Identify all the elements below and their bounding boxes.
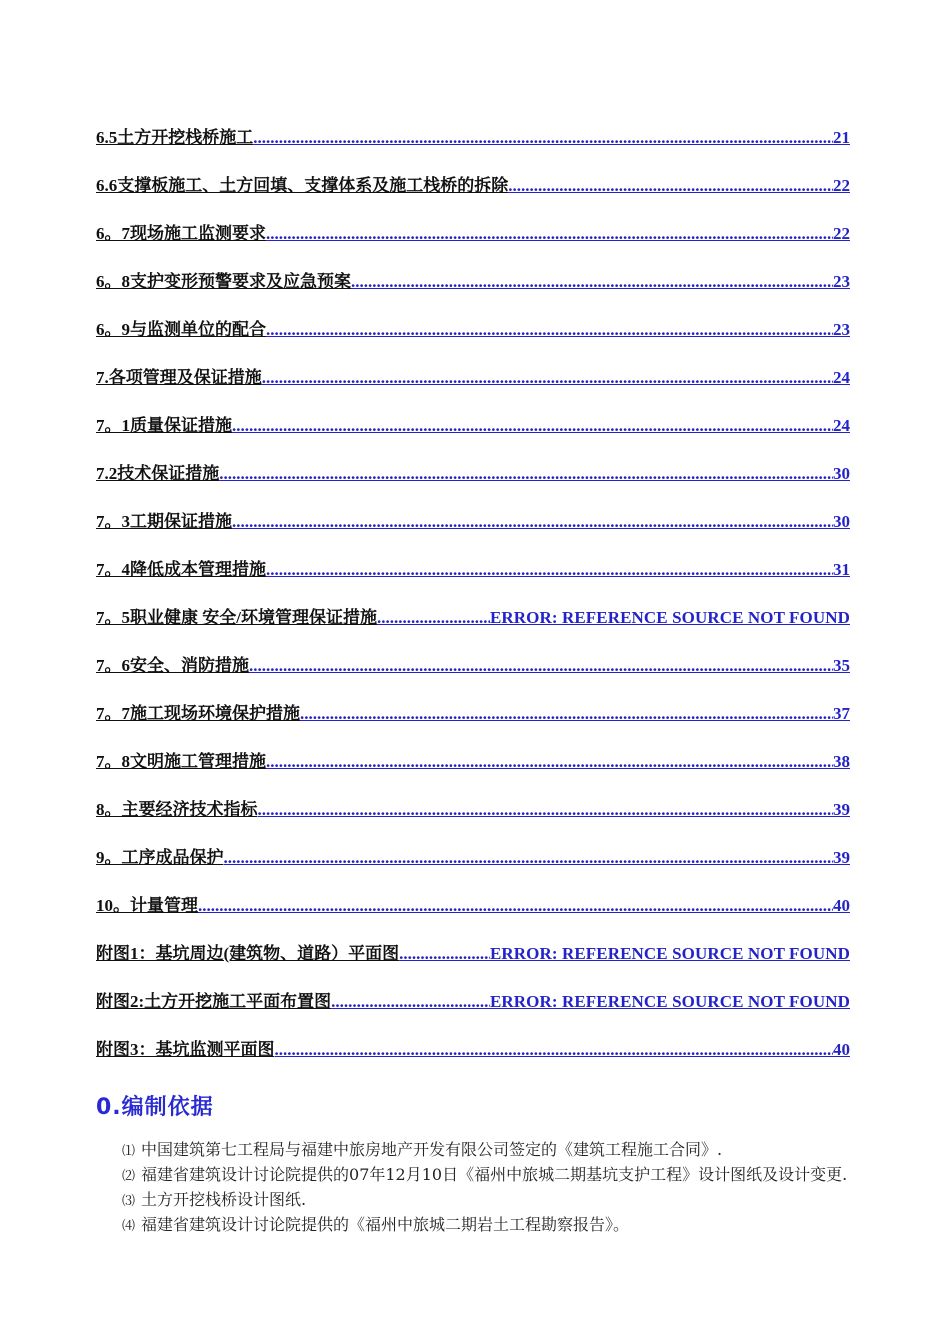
toc-page-number[interactable]: 31 — [833, 560, 850, 579]
toc-entry-title: 附图3：基坑监测平面图 — [96, 1040, 275, 1059]
toc-page-number[interactable]: 30 — [833, 464, 850, 483]
toc-entry[interactable] — [96, 508, 850, 556]
toc-entry-title: 7.2技术保证措施 — [96, 464, 220, 483]
toc-entry[interactable] — [96, 556, 850, 604]
toc-dot-leader — [262, 364, 833, 392]
basis-item — [96, 1138, 854, 1163]
toc-entry-title: 7。8文明施工管理措施 — [96, 752, 266, 771]
toc-entry-title: 6。7现场施工监测要求 — [96, 224, 266, 243]
toc-page-number[interactable]: 40 — [833, 896, 850, 915]
toc-entry-title: 7。7施工现场环境保护措施 — [96, 704, 300, 723]
toc-dot-leader — [266, 316, 833, 344]
toc-page-number[interactable]: 37 — [833, 704, 850, 723]
toc-dot-leader — [331, 988, 490, 1016]
toc-page-number[interactable]: 39 — [833, 800, 850, 819]
toc-dot-leader — [232, 412, 833, 440]
toc-entry[interactable] — [96, 892, 850, 940]
toc-entry-title: 9。工序成品保护 — [96, 848, 224, 867]
basis-item — [96, 1188, 854, 1213]
toc-page-number[interactable]: 40 — [833, 1040, 850, 1059]
toc-entry-title: 附图2:土方开挖施工平面布置图 — [96, 992, 332, 1011]
toc-entry-title: 7。6安全、消防措施 — [96, 656, 249, 675]
toc-page-number[interactable]: 24 — [833, 368, 850, 387]
toc-entry[interactable] — [96, 412, 850, 460]
toc-dot-leader — [508, 172, 833, 200]
toc-entry-title: 7。1质量保证措施 — [96, 416, 232, 435]
toc-entry[interactable] — [96, 364, 850, 412]
toc-entry[interactable] — [96, 604, 850, 652]
basis-item-number: ⑷ — [122, 1219, 136, 1234]
toc-dot-leader — [198, 892, 833, 920]
toc-page-number[interactable]: ERROR: REFERENCE SOURCE NOT FOUND — [489, 608, 850, 627]
table-of-contents — [96, 124, 850, 1084]
toc-page-number[interactable]: 39 — [833, 848, 850, 867]
toc-dot-leader — [399, 940, 490, 968]
toc-entry-title: 10。计量管理 — [96, 896, 198, 915]
toc-entry-title: 7。4降低成本管理措施 — [96, 560, 266, 579]
toc-entry[interactable] — [96, 124, 850, 172]
toc-page-number[interactable]: 22 — [833, 176, 850, 195]
toc-page-number[interactable]: 22 — [833, 224, 850, 243]
toc-entry[interactable] — [96, 220, 850, 268]
toc-entry[interactable] — [96, 796, 850, 844]
toc-entry-title: 7。5职业健康 安全/环境管理保证措施 — [96, 608, 377, 627]
basis-item-number: ⑵ — [122, 1169, 136, 1184]
basis-item-number: ⑴ — [122, 1144, 136, 1159]
toc-entry-title: 7.各项管理及保证措施 — [96, 368, 262, 387]
toc-entry-title: 7。3工期保证措施 — [96, 512, 232, 531]
toc-dot-leader — [266, 748, 833, 776]
toc-entry-title: 6。8支护变形预警要求及应急预案 — [96, 272, 351, 291]
toc-dot-leader — [266, 556, 833, 584]
toc-page-number[interactable]: ERROR: REFERENCE SOURCE NOT FOUND — [489, 992, 850, 1011]
toc-page-number[interactable]: ERROR: REFERENCE SOURCE NOT FOUND — [489, 944, 850, 963]
toc-dot-leader — [232, 508, 833, 536]
basis-item-text: 中国建筑第七工程局与福建中旅房地产开发有限公司签定的《建筑工程施工合同》. — [141, 1140, 723, 1159]
toc-entry-title: 6。9与监测单位的配合 — [96, 320, 266, 339]
basis-list — [96, 1138, 854, 1238]
basis-item — [96, 1213, 854, 1238]
toc-entry[interactable] — [96, 1036, 850, 1084]
toc-entry[interactable] — [96, 172, 850, 220]
basis-item-text: 福建省建筑设计讨论院提供的07年12月10日《福州中旅城二期基坑支护工程》设计图纸及设计变更. — [141, 1165, 848, 1184]
section-heading: 0.编制依据 — [96, 1095, 214, 1120]
toc-dot-leader — [266, 220, 833, 248]
toc-entry[interactable] — [96, 700, 850, 748]
toc-entry[interactable] — [96, 988, 850, 1036]
toc-dot-leader — [300, 700, 833, 728]
toc-entry[interactable] — [96, 268, 850, 316]
toc-dot-leader — [253, 124, 833, 152]
toc-entry[interactable] — [96, 748, 850, 796]
toc-entry-title: 附图1：基坑周边(建筑物、道路）平面图 — [96, 944, 400, 963]
toc-page-number[interactable]: 23 — [833, 272, 850, 291]
toc-entry[interactable] — [96, 316, 850, 364]
toc-entry[interactable] — [96, 460, 850, 508]
toc-entry-title: 6.5土方开挖栈桥施工 — [96, 128, 254, 147]
toc-dot-leader — [258, 796, 834, 824]
toc-entry-title: 6.6支撑板施工、土方回填、支撑体系及施工栈桥的拆除 — [96, 176, 509, 195]
basis-item — [96, 1163, 854, 1188]
toc-page-number[interactable]: 30 — [833, 512, 850, 531]
toc-page-number[interactable]: 24 — [833, 416, 850, 435]
toc-page-number[interactable]: 35 — [833, 656, 850, 675]
toc-dot-leader — [377, 604, 490, 632]
toc-page-number[interactable]: 21 — [833, 128, 850, 147]
toc-dot-leader — [224, 844, 834, 872]
toc-entry[interactable] — [96, 940, 850, 988]
toc-dot-leader — [275, 1036, 834, 1064]
toc-dot-leader — [249, 652, 833, 680]
toc-page-number[interactable]: 38 — [833, 752, 850, 771]
toc-dot-leader — [351, 268, 833, 296]
toc-dot-leader — [219, 460, 833, 488]
toc-page-number[interactable]: 23 — [833, 320, 850, 339]
toc-entry[interactable] — [96, 652, 850, 700]
toc-entry[interactable] — [96, 844, 850, 892]
basis-item-text: 福建省建筑设计讨论院提供的《福州中旅城二期岩土工程勘察报告》。 — [141, 1215, 630, 1234]
basis-item-text: 土方开挖栈桥设计图纸. — [141, 1190, 307, 1209]
basis-item-number: ⑶ — [122, 1194, 136, 1209]
toc-entry-title: 8。主要经济技术指标 — [96, 800, 258, 819]
